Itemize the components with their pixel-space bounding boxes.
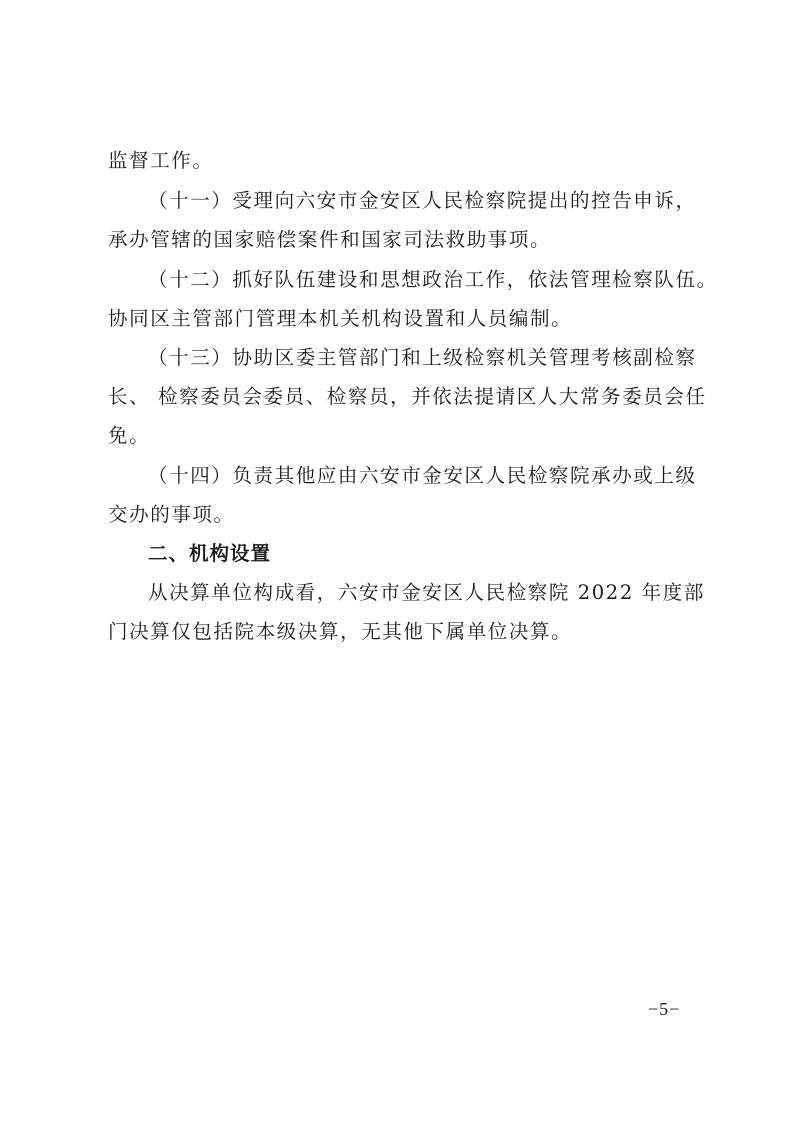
text-line: （十二）抓好队伍建设和思想政治工作，依法管理检察队伍。 — [148, 268, 718, 291]
section-heading: 二、机构设置 — [148, 542, 272, 565]
text-line: 承办管辖的国家赔偿案件和国家司法救助事项。 — [108, 228, 552, 251]
text-line: 从决算单位构成看，六安市金安区人民检察院 2022 年度部 — [148, 581, 705, 604]
text-line: （十一）受理向六安市金安区人民检察院提出的控告申诉， — [148, 189, 697, 212]
text-line: （十四）负责其他应由六安市金安区人民检察院承办或上级 — [148, 464, 697, 487]
text-line: 监督工作。 — [108, 149, 214, 172]
text-line: （十三）协助区委主管部门和上级检察机关管理考核副检察 — [148, 346, 697, 369]
text-line: 交办的事项。 — [108, 503, 235, 526]
page-number: −5− — [648, 999, 681, 1019]
text-line: 协同区主管部门管理本机关机构设置和人员编制。 — [108, 307, 573, 330]
text-line: 门决算仅包括院本级决算，无其他下属单位决算。 — [108, 620, 573, 643]
text-line: 长、 检察委员会委员、检察员，并依法提请区人大常务委员会任 — [108, 385, 707, 408]
text-line: 免。 — [108, 424, 151, 447]
